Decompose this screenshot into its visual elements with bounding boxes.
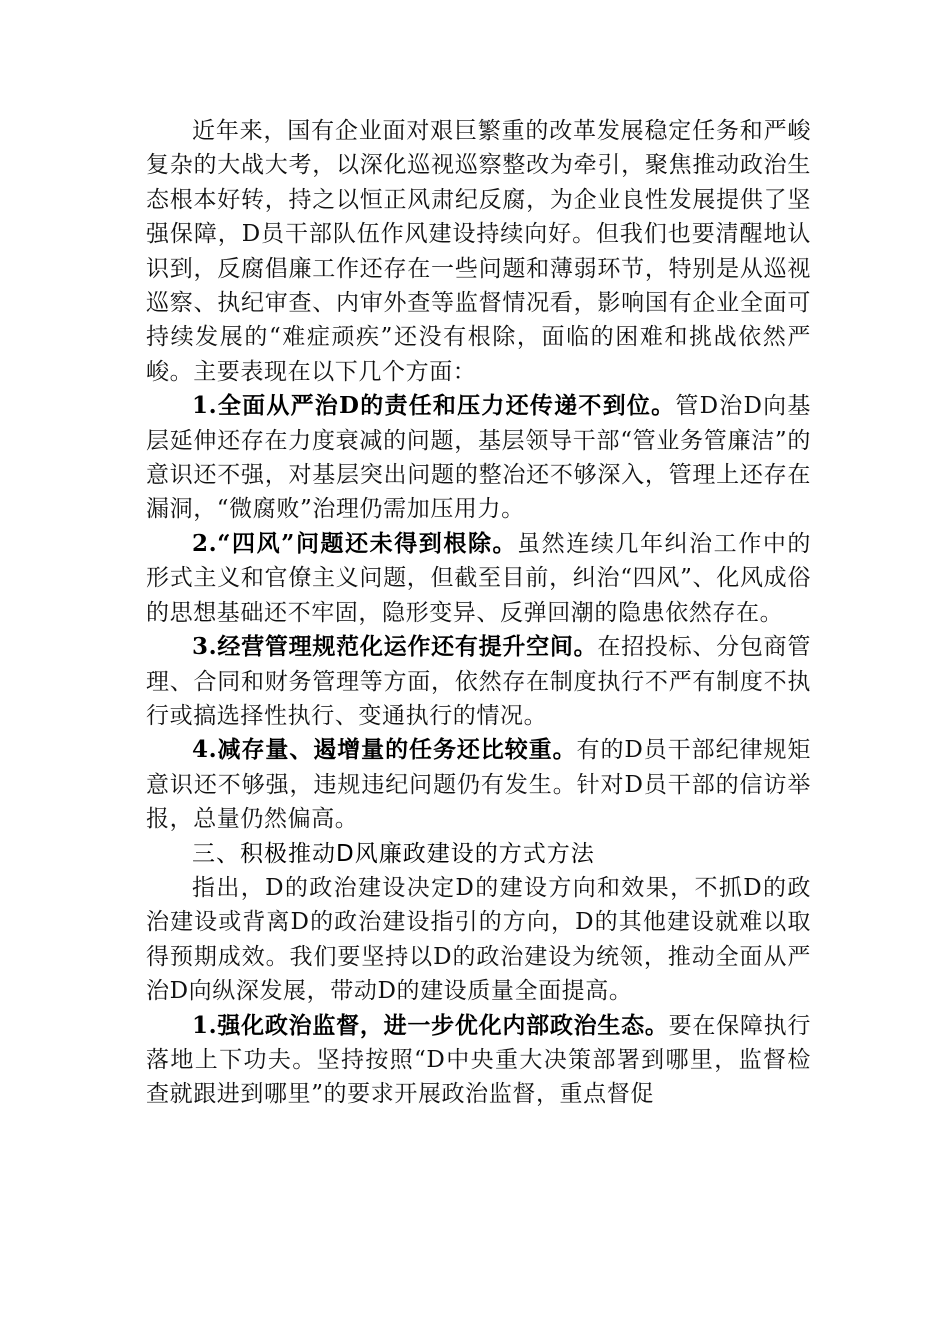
paragraph-text: 有的D员干部纪律规矩意识还不够强，违规违纪问题仍有发生。针对D员干部的信访举报，总量仍然偏高。 bbox=[146, 737, 811, 833]
paragraph-text: 管D治D向基层延伸还存在力度衰减的问题，基层领导干部“管业务管廉洁”的意识还不强，对基层突出问题的整冶还不够深入，管理上还存在漏洞，“微腐败”治理仍需加压用力。 bbox=[146, 393, 811, 523]
paragraph-lead: 1.强化政治监督，进一步优化内部政治生态。 bbox=[192, 1011, 669, 1039]
paragraph-lead: 4.减存量、遏增量的任务还比较重。 bbox=[192, 736, 577, 764]
paragraph-text: 虽然连续几年纠治工作中的形式主义和官僚主义问题，但截至目前，纠治“四风”、化风成俗的思想基础还不牢固，隐形变异、反弹回潮的隐患依然存在。 bbox=[146, 530, 811, 626]
paragraph-lead: 3.经营管理规范化运作还有提升空间。 bbox=[192, 633, 598, 661]
intro-paragraph bbox=[146, 114, 811, 389]
section-intro-paragraph bbox=[146, 871, 811, 1009]
problem-4-paragraph bbox=[146, 733, 811, 836]
paragraph-lead: 2.“四风”问题还未得到根除。 bbox=[192, 529, 518, 557]
document-body bbox=[146, 114, 811, 1112]
paragraph-text: 近年来，国有企业面对艰巨繁重的改革发展稳定任务和严峻复杂的大战大考，以深化巡视巡察整改为牵引，聚焦推动政治生态根本好转，持之以恒正风肃纪反腐，为企业良性发展提供了坚强保障，D员干部队伍作风建设持续向好。但我们也要清醒地认识到，反腐倡廉工作还存在一些问题和薄弱环节，特别是从巡视巡察、执纪审查、内审外查等监督情况看，影响国有企业全面可持续发展的“难症顽疾”还没有根除，面临的困难和挑战依然严峻。主要表现在以下几个方面： bbox=[146, 118, 811, 385]
paragraph-text: 指出，D的政治建设决定D的建设方向和效果，不抓D的政治建设或背离D的政治建设指引的方向，D的其他建设就难以取得预期成效。我们要坚持以D的政治建设为统领，推动全面从严治D向纵深发展，带动D的建设质量全面提高。 bbox=[146, 874, 811, 1005]
paragraph-text: 要在保障执行落地上下功夫。坚持按照“D中央重大决策部署到哪里，监督检查就跟进到哪里”的要求开展政治监督，重点督促 bbox=[146, 1012, 811, 1108]
measure-1-paragraph bbox=[146, 1009, 811, 1112]
problem-3-paragraph bbox=[146, 630, 811, 733]
section-heading: 三、积极推动D风廉政建设的方式方法 bbox=[192, 840, 595, 867]
paragraph-lead: 1.全面从严治D的责任和压力还传递不到位。 bbox=[192, 392, 676, 420]
problem-2-paragraph bbox=[146, 527, 811, 630]
problem-1-paragraph bbox=[146, 389, 811, 527]
paragraph-text: 在招投标、分包商管理、合同和财务管理等方面，依然存在制度执行不严有制度不执行或搞选择性执行、变通执行的情况。 bbox=[146, 634, 812, 729]
